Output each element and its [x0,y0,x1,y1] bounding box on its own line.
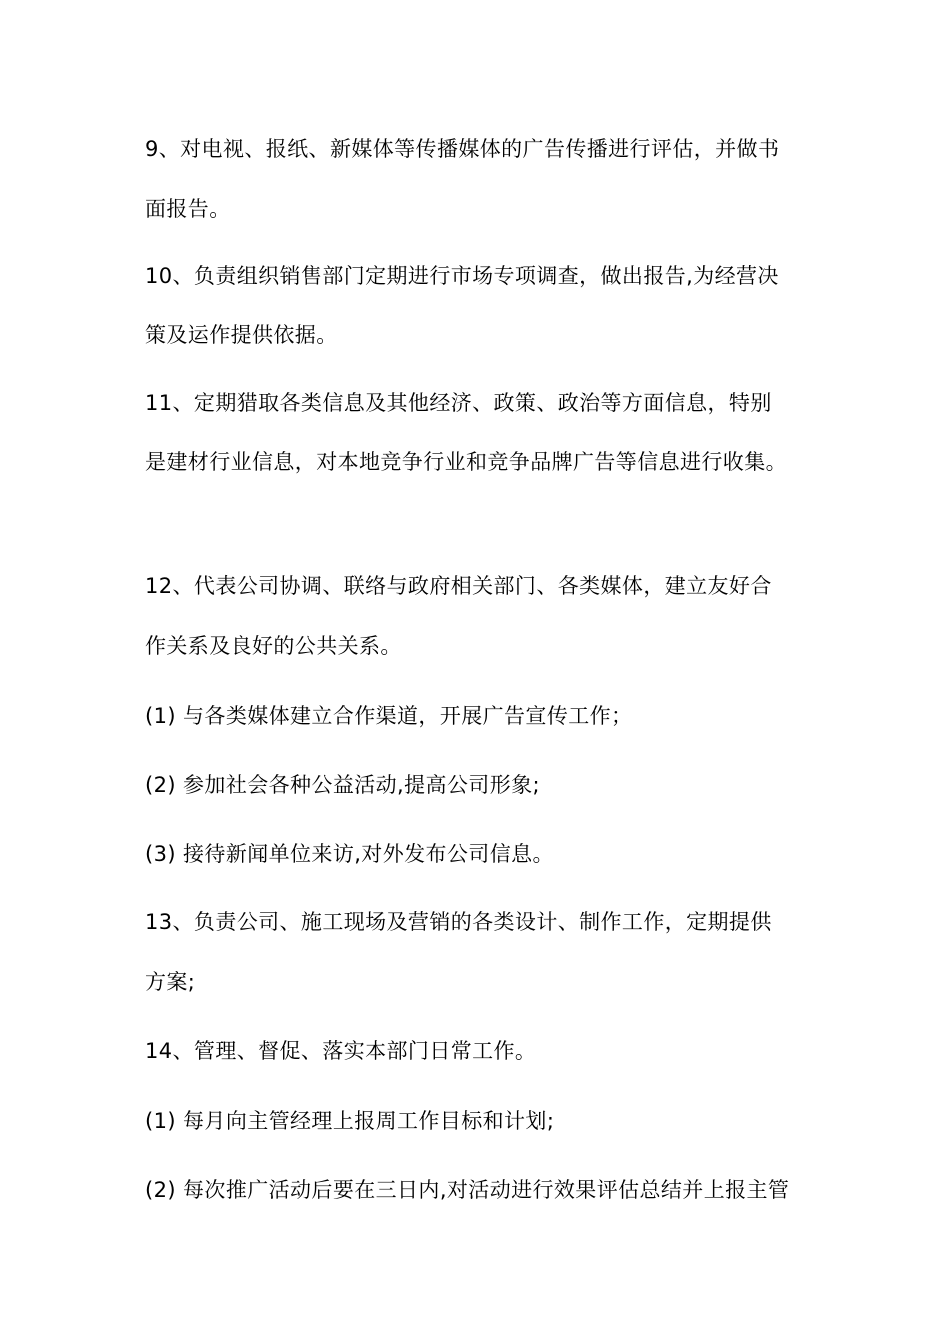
item-12-sub-1: (1) 与各类媒体建立合作渠道，开展广告宣传工作； [145,704,633,728]
item-9-line-2: 面报告。 [145,197,231,221]
item-13-line-2: 方案; [145,970,196,994]
item-14-sub-2: (2) 每次推广活动后要在三日内,对活动进行效果评估总结并上报主管 [145,1178,790,1202]
item-11-line-2: 是建材行业信息，对本地竞争行业和竞争品牌广告等信息进行收集。 [145,450,787,474]
item-13-line-1: 13、负责公司、施工现场及营销的各类设计、制作工作，定期提供 [145,910,772,934]
item-12-sub-3: (3) 接待新闻单位来访,对外发布公司信息。 [145,842,554,866]
item-9-line-1: 9、对电视、报纸、新媒体等传播媒体的广告传播进行评估，并做书 [145,137,780,161]
item-10-line-2: 策及运作提供依据。 [145,323,338,347]
item-12-line-2: 作关系及良好的公共关系。 [145,634,402,658]
item-12-line-1: 12、代表公司协调、联络与政府相关部门、各类媒体，建立友好合 [145,574,772,598]
item-14-sub-1: (1) 每月向主管经理上报周工作目标和计划; [145,1109,555,1133]
item-14-line-1: 14、管理、督促、落实本部门日常工作。 [145,1039,537,1063]
item-10-line-1: 10、负责组织销售部门定期进行市场专项调查，做出报告,为经营决 [145,264,779,288]
item-11-line-1: 11、定期猎取各类信息及其他经济、政策、政治等方面信息，特别 [145,391,772,415]
item-12-sub-2: (2) 参加社会各种公益活动,提高公司形象; [145,773,540,797]
